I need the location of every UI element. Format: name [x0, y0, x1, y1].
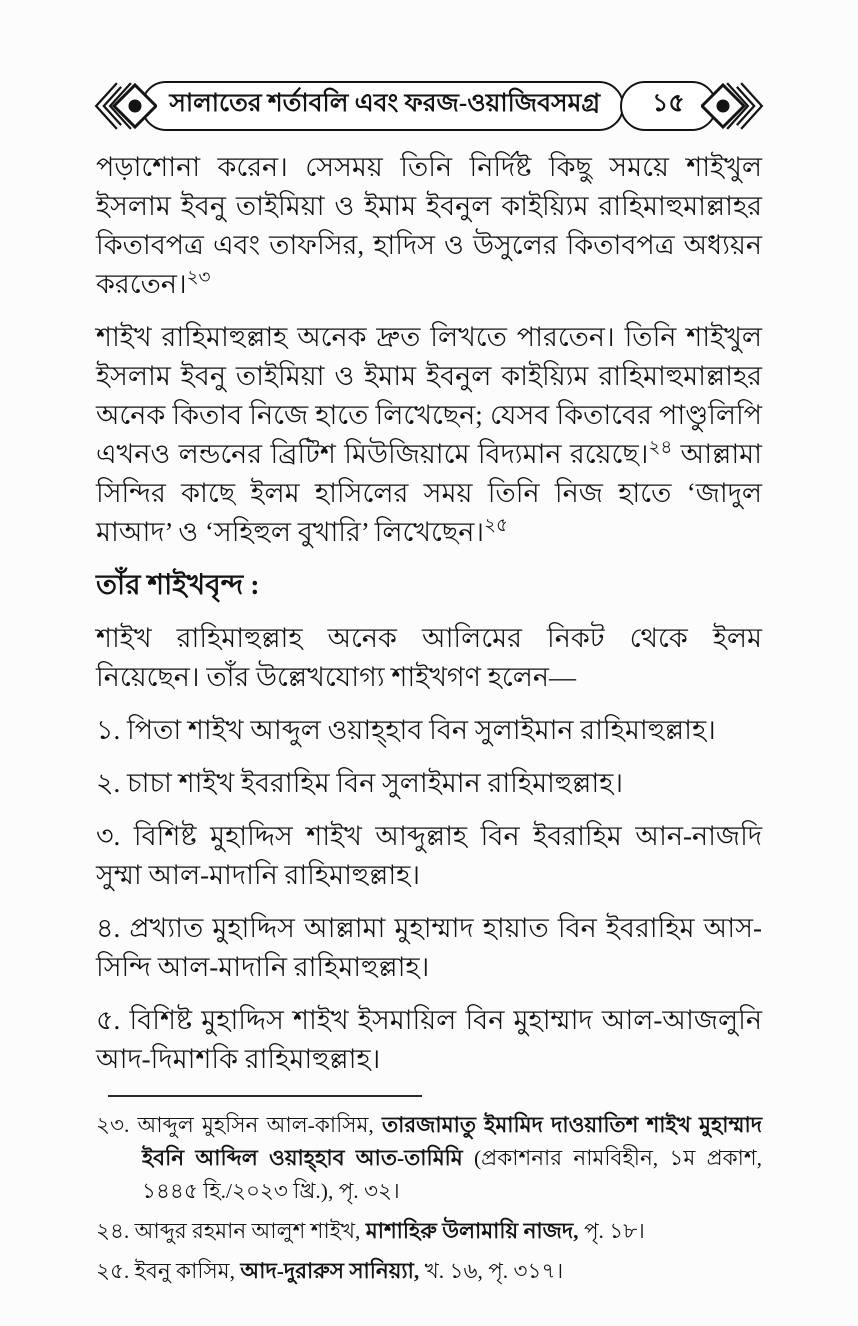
shaykh-list-item-3: ৩. বিশিষ্ট মুহাদ্দিস শাইখ আব্দুল্লাহ বিন ইবরাহিম আন-নাজদি সুম্মা আল-মাদানি রাহিমাহুল্লাহ।	[96, 821, 762, 890]
footnote-ref-25: ২৫	[484, 515, 508, 535]
shaykh-list-item-1: ১. পিতা শাইখ আব্দুল ওয়াহ্হাব বিন সুলাইমান রাহিমাহুল্লাহ।	[96, 715, 716, 745]
footnote-ref-23: ২৩	[186, 267, 211, 287]
paragraph-1	[96, 148, 762, 304]
paragraph-1-text: পড়াশোনা করেন। সেসময় তিনি নির্দিষ্ট কিছু সময়ে শাইখুল ইসলাম ইবনু তাইমিয়া ও ইমাম ইবনুল কাইয়্যিম রাহিমাহুমাল্লাহর কিতাবপত্র এবং তাফসির, হাদিস ও উসুলের কিতাবপত্র অধ্যয়ন করতেন।	[96, 152, 762, 299]
paragraph-2	[96, 318, 762, 552]
footnote-24-ref-detail: পৃ. ১৮।	[578, 1219, 645, 1243]
footnote-25-ref-detail: খ. ১৬, পৃ. ৩১৭।	[419, 1259, 564, 1283]
footnotes-section	[96, 1095, 762, 1288]
footnote-25-text: ২৫. ইবনু কাসিম,	[96, 1259, 241, 1283]
footnote-24	[96, 1215, 762, 1248]
footnote-23	[96, 1109, 762, 1208]
paragraph-2-text-a: শাইখ রাহিমাহুল্লাহ অনেক দ্রুত লিখতে পারতেন। তিনি শাইখুল ইসলাম ইবনু তাইমিয়া ও ইমাম ইবনুল কাইয়্যিম রাহিমাহুমাল্লাহর অনেক কিতাব নিজে হাতে লিখেছেন; যেসব কিতাবের পাণ্ডুলিপি এখনও লন্ডনের ব্রিটিশ মিউজিয়ামে বিদ্যমান রয়েছে।	[96, 322, 762, 469]
footnote-23-text: ২৩. আব্দুল মুহসিন আল-কাসিম,	[96, 1113, 382, 1137]
footnote-separator-rule	[108, 1095, 422, 1097]
footnote-25-book-title: আদ-দুরারুস সানিয়্যা,	[240, 1259, 420, 1283]
shaykh-list-item-5: ৫. বিশিষ্ট মুহাদ্দিস শাইখ ইসমায়িল বিন মুহাম্মাদ আল-আজলুনি আদ-দিমাশকি রাহিমাহুল্লাহ।	[96, 1005, 762, 1074]
page-body	[96, 148, 762, 1079]
footnote-23-book-title: তারজামাতু ইমামিদ দাওয়াতিশ শাইখ মুহাম্মাদ ইবনি আব্দিল ওয়াহ্হাব আত-তামিমি	[142, 1113, 762, 1170]
shaykh-list-item-2: ২. চাচা শাইখ ইবরাহিম বিন সুলাইমান রাহিমাহুল্লাহ।	[96, 768, 623, 798]
footnote-24-text: ২৪. আব্দুর রহমান আলুশ শাইখ,	[96, 1219, 366, 1243]
double-chevron-right-icon	[701, 78, 767, 134]
double-chevron-left-icon	[91, 78, 157, 134]
paragraph-2-text-b: আল্লামা সিন্দির কাছে ইলম হাসিলের সময় তিনি নিজ হাতে ‘জাদুল মাআদ’ ও ‘সহিহুল বুখারি’ লিখেছেন।	[96, 439, 762, 547]
section-heading: তাঁর শাইখবৃন্দ :	[96, 570, 260, 601]
chapter-title: সালাতের শর্তাবলি এবং ফরজ-ওয়াজিবসমগ্র	[169, 90, 601, 118]
chapter-title-pill	[141, 81, 624, 131]
shaykh-list-item-4: ৪. প্রখ্যাত মুহাদ্দিস আল্লামা মুহাম্মাদ হায়াত বিন ইবরাহিম আস-সিন্দি আল-মাদানি রাহিমাহুল্লাহ।	[96, 913, 762, 982]
diamond-dot-icon	[702, 85, 744, 127]
footnote-25	[96, 1255, 762, 1288]
footnote-ref-24: ২৪	[648, 437, 673, 457]
page-header	[96, 80, 762, 132]
diamond-dot-icon	[114, 85, 156, 127]
page-number: ১৫	[652, 90, 685, 118]
footnote-23-ref-detail: (প্রকাশনার নামবিহীন, ১ম প্রকাশ, ১৪৪৫ হি./২০২৩ খ্রি.), পৃ. ৩২।	[142, 1146, 763, 1203]
footnote-24-book-title: মাশাহিরু উলামায়ি নাজদ,	[365, 1219, 579, 1243]
paragraph-3: শাইখ রাহিমাহুল্লাহ অনেক আলিমের নিকট থেকে ইলম নিয়েছেন। তাঁর উল্লেখযোগ্য শাইখগণ হলেন—	[96, 623, 762, 692]
